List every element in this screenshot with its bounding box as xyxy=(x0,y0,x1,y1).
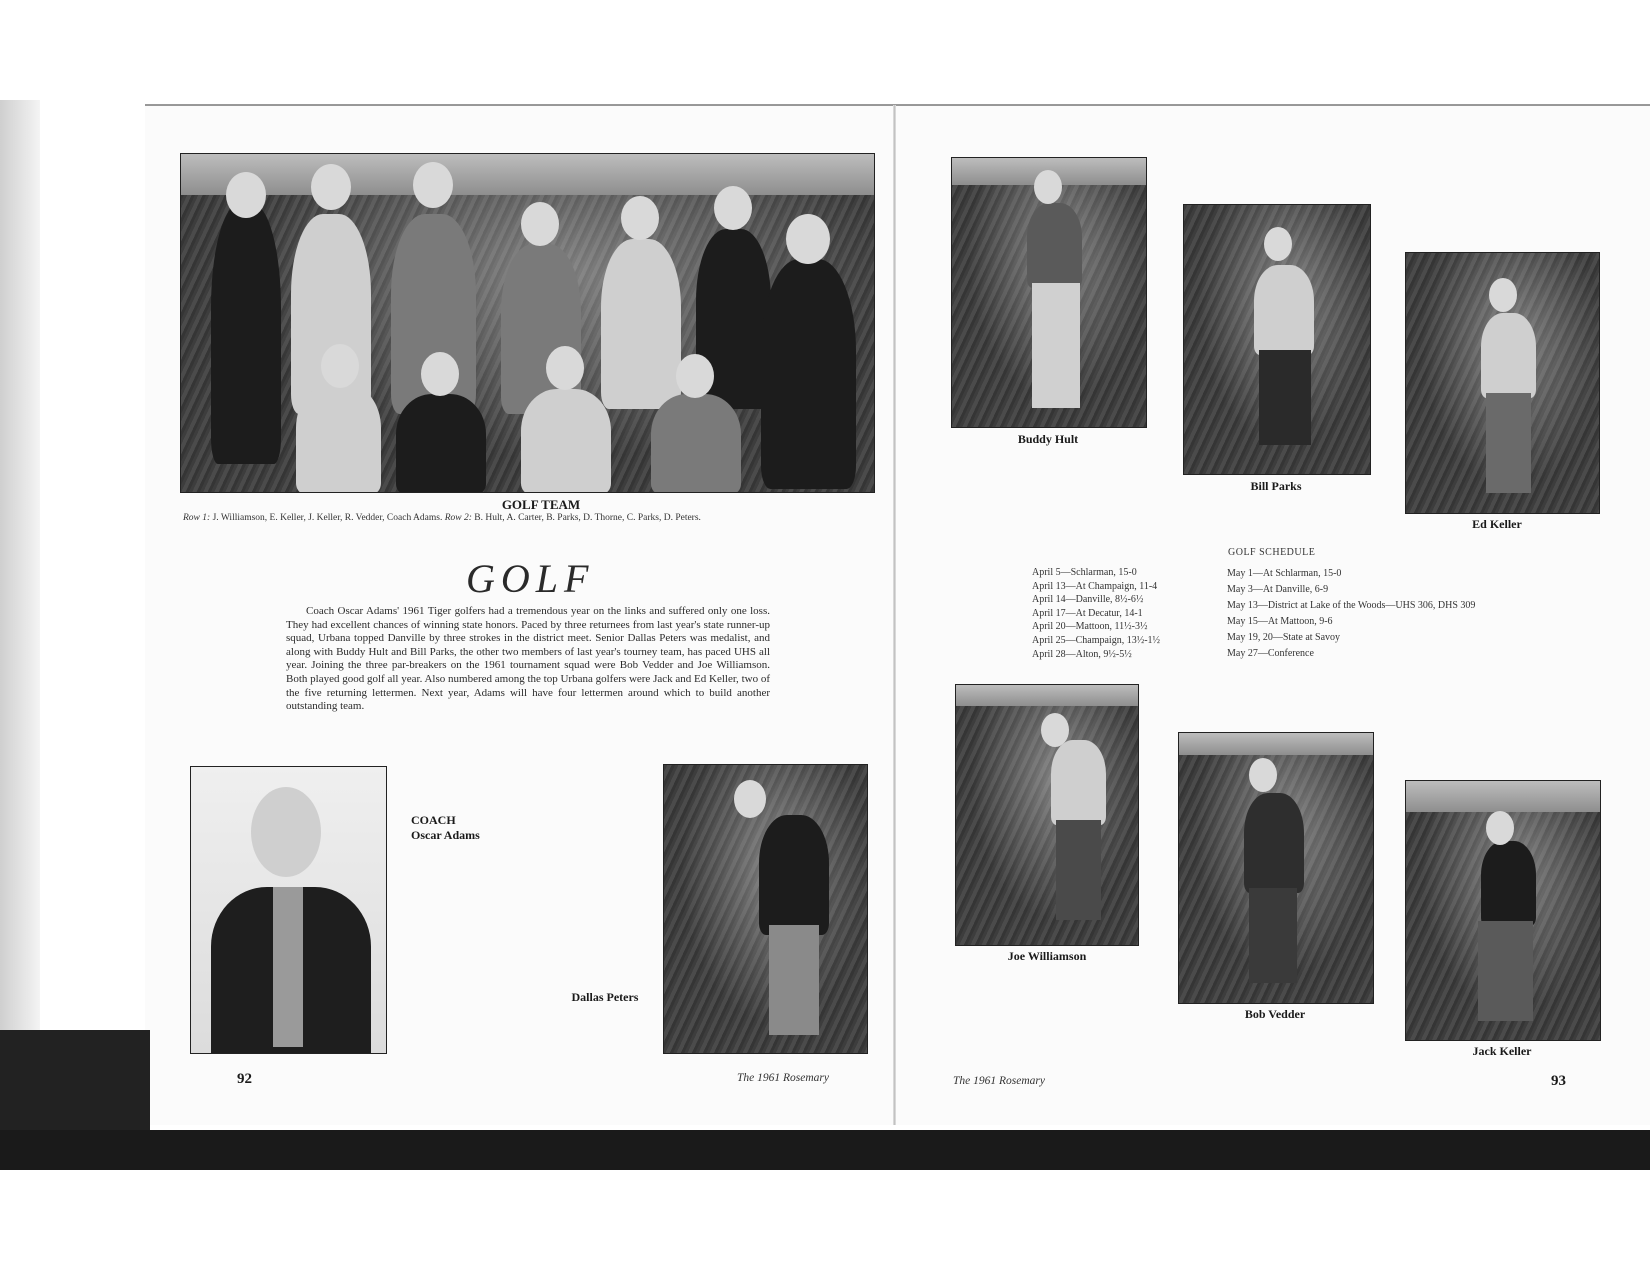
page-fold xyxy=(893,105,896,1125)
bob-vedder-photo xyxy=(1178,732,1374,1004)
coach-caption xyxy=(411,813,480,843)
jack-keller-caption: Jack Keller xyxy=(1472,1044,1532,1058)
jack-keller-photo xyxy=(1405,780,1601,1041)
team-photo xyxy=(180,153,875,493)
buddy-hult-photo xyxy=(951,157,1147,428)
scan-edge-shadow xyxy=(0,100,40,1170)
row1-names: J. Williamson, E. Keller, J. Keller, R. Vedder, Coach Adams. xyxy=(212,513,443,523)
schedule-item: April 20—Mattoon, 11½-3½ xyxy=(1032,621,1148,633)
schedule-item: April 25—Champaign, 13½-1½ xyxy=(1032,634,1161,646)
schedule-item: April 17—At Decatur, 14-1 xyxy=(1032,607,1143,619)
page-top-edge xyxy=(145,104,1650,106)
joe-williamson-caption: Joe Williamson xyxy=(1007,949,1087,963)
scan-dark-band xyxy=(0,1130,1650,1170)
coach-title: COACH xyxy=(411,813,456,827)
team-caption: GOLF TEAM xyxy=(501,497,581,512)
schedule-item: April 14—Danville, 8½-6½ xyxy=(1032,594,1144,606)
schedule-item: April 13—At Champaign, 11-4 xyxy=(1032,580,1158,592)
schedule-april xyxy=(1032,566,1160,661)
page-title: GOLF xyxy=(466,556,595,601)
schedule-item: April 5—Schlarman, 15-0 xyxy=(1032,567,1137,578)
ed-keller-caption: Ed Keller xyxy=(1472,517,1522,531)
row2-label: Row 2: xyxy=(444,513,472,523)
schedule-item: May 3—At Danville, 6-9 xyxy=(1227,584,1329,595)
coach-photo xyxy=(190,766,387,1054)
bill-parks-photo xyxy=(1183,204,1371,475)
schedule-item: May 13—District at Lake of the Woods—UHS 306, DHS 309 xyxy=(1227,600,1476,611)
schedule-item: May 15—At Mattoon, 9-6 xyxy=(1227,616,1333,627)
ed-keller-photo xyxy=(1405,252,1600,514)
coach-name: Oscar Adams xyxy=(411,828,480,842)
schedule-may xyxy=(1227,566,1475,662)
page-number-left: 92 xyxy=(237,1071,252,1087)
article-paragraph: Coach Oscar Adams' 1961 Tiger golfers had a tremendous year on the links and suffered only one loss. They had excellent chances of winning state honors. Paced by three returnees from last year's state runner-up squad, Urbana topped Danville by three strokes in the district meet. Senior Dallas Peters was medalist, and along with Buddy Hult and Bill Parks, the other two members of last year's tourney team, has paced UHS all year. Joining the three par-breakers on the 1961 tournament squad were Bob Vedder and Joe Williamson. Both played good golf all year. Also numbered among the top Urbana golfers were Jack and Ed Keller, two of the five returning lettermen. Next year, Adams will have four lettermen around which to build another outstanding team. xyxy=(286,605,770,713)
joe-williamson-photo xyxy=(955,684,1139,946)
dallas-peters-caption: Dallas Peters xyxy=(571,990,639,1004)
article-body xyxy=(286,605,770,714)
dallas-peters-photo xyxy=(663,764,868,1054)
schedule-item: April 28—Alton, 9½-5½ xyxy=(1032,648,1132,660)
buddy-hult-caption: Buddy Hult xyxy=(1017,432,1079,446)
schedule-title: GOLF SCHEDULE xyxy=(1228,547,1316,558)
bob-vedder-caption: Bob Vedder xyxy=(1244,1007,1306,1021)
schedule-item: May 1—At Schlarman, 15-0 xyxy=(1227,568,1342,579)
footer-right: The 1961 Rosemary xyxy=(953,1075,1045,1087)
schedule-item: May 19, 20—State at Savoy xyxy=(1227,632,1341,643)
schedule-item: May 27—Conference xyxy=(1227,648,1314,659)
row2-names: B. Hult, A. Carter, B. Parks, D. Thorne, C. Parks, D. Peters. xyxy=(474,513,701,523)
team-roster xyxy=(183,513,701,523)
row1-label: Row 1: xyxy=(183,513,211,523)
bill-parks-caption: Bill Parks xyxy=(1250,479,1302,493)
footer-left: The 1961 Rosemary xyxy=(737,1072,829,1084)
page-number-right: 93 xyxy=(1551,1073,1566,1089)
